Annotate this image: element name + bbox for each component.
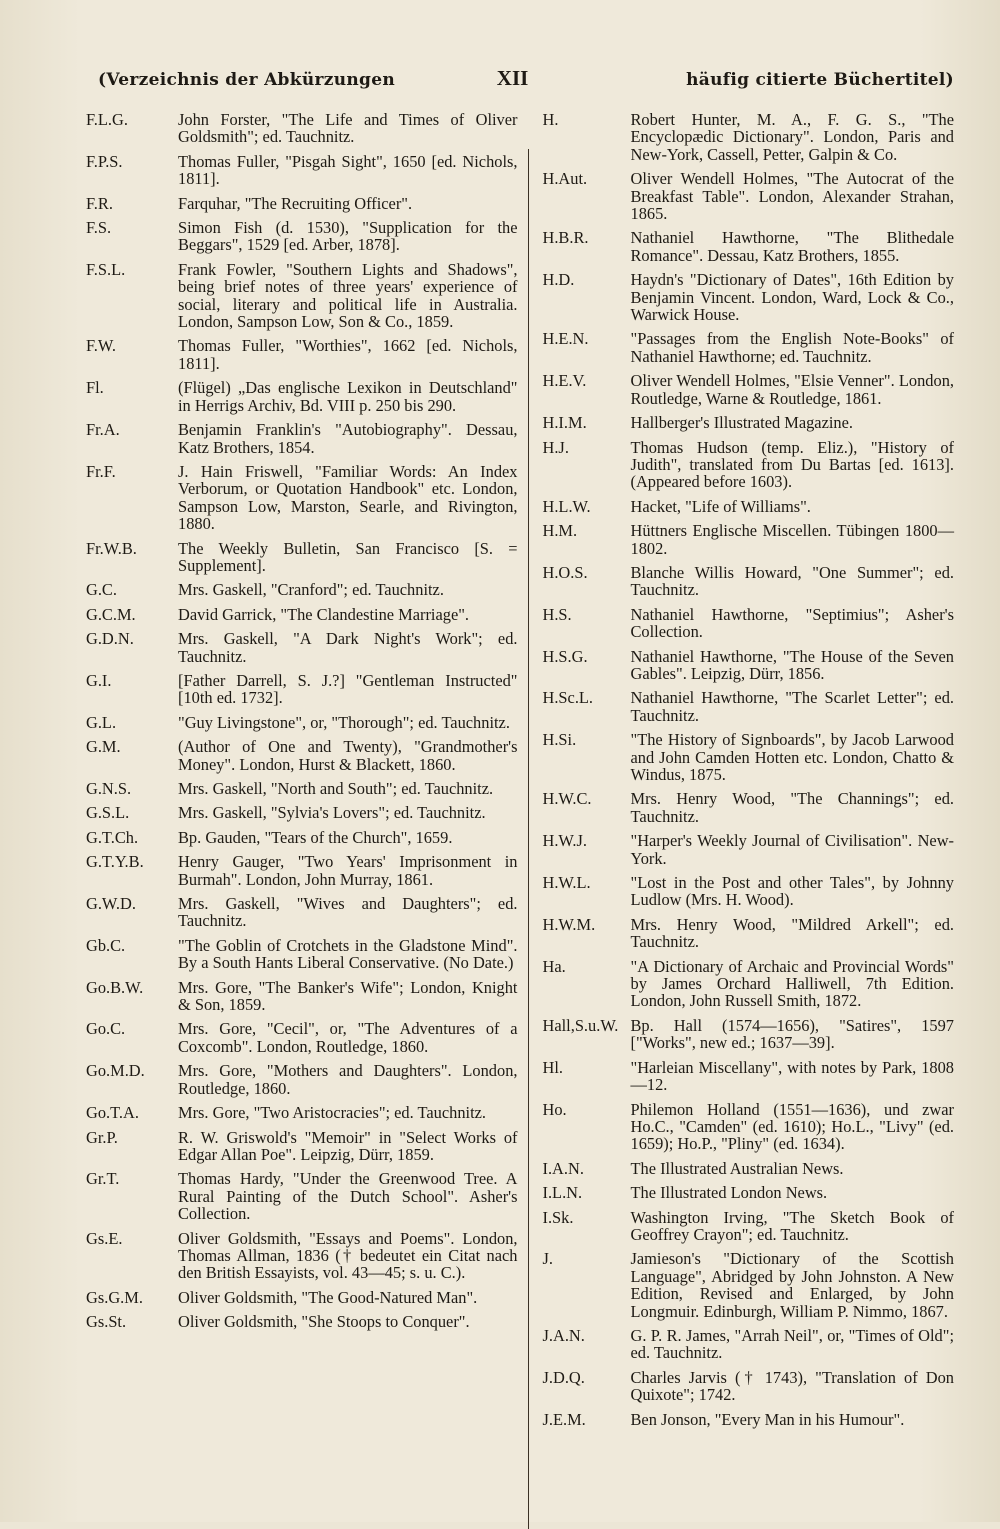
abbreviation-entry <box>86 1169 518 1224</box>
abbreviation-entry <box>86 712 518 732</box>
abbreviation-entry <box>86 420 518 457</box>
entry-text: Nathaniel Hawthorne, "Septimius"; Asher's Collection. <box>630 604 954 642</box>
entry-text: Benjamin Franklin's "Autobiography". Dessau, Katz Brothers, 1854. <box>178 420 518 457</box>
abbreviation-entry <box>86 1312 518 1332</box>
abbreviation: J.E.M. <box>542 1409 586 1429</box>
abbreviation: Fr.W.B. <box>86 538 137 558</box>
abbreviation: Fr.F. <box>86 461 116 481</box>
entry-text: Mrs. Gore, "Cecil", or, "The Adventures of a Coxcomb". London, Routledge, 1860. <box>178 1019 518 1056</box>
abbreviation: G.L. <box>86 712 117 732</box>
abbreviation: Gs.St. <box>86 1312 127 1332</box>
entry-text: G. P. R. James, "Arrah Neil", or, "Times of Old"; ed. Tauchnitz. <box>630 1325 954 1363</box>
abbreviation: H.Aut. <box>542 169 588 189</box>
abbreviation: Ho. <box>542 1099 567 1119</box>
abbreviation-entry <box>86 977 518 1015</box>
abbreviation-entry <box>86 1019 518 1056</box>
abbreviation-entry <box>86 110 518 147</box>
abbreviation-entry <box>86 193 518 213</box>
entry-text: Ben Jonson, "Every Man in his Humour". <box>630 1409 905 1429</box>
abbreviation: G.W.D. <box>86 894 136 914</box>
entry-text: "A Dictionary of Archaic and Provincial Words" by James Orchard Halliwell, 7th Edition. London, John Russell Smith, 1872. <box>630 956 954 1011</box>
abbreviation: H.L.W. <box>542 496 591 516</box>
entry-text: Thomas Fuller, "Worthies", 1662 [ed. Nichols, 1811]. <box>178 336 518 373</box>
entry-text: J. Hain Friswell, "Familiar Words: An Index Verborum, or Quotation Handbook" etc. London, Sampson Low, Marston, Searle, and Rivington, 1880. <box>178 461 518 534</box>
entry-text: Nathaniel Hawthorne, "The Scarlet Letter"; ed. Tauchnitz. <box>630 688 954 725</box>
abbreviation: J.D.Q. <box>542 1367 585 1387</box>
entry-text: John Forster, "The Life and Times of Oliver Goldsmith"; ed. Tauchnitz. <box>178 110 518 147</box>
abbreviation-entry <box>543 1160 955 1177</box>
abbreviation: J.A.N. <box>542 1325 585 1345</box>
abbreviation-entry <box>543 1327 955 1362</box>
abbreviation: I.A.N. <box>542 1158 584 1178</box>
running-head-right: häufig citierte Büchertitel) <box>686 70 954 90</box>
entry-text: David Garrick, "The Clandestine Marriage". <box>178 604 470 624</box>
entry-text: Oliver Goldsmith, "The Good-Natured Man". <box>178 1287 478 1307</box>
abbreviation: H.S. <box>542 604 572 624</box>
abbreviation: H.E.V. <box>542 371 587 391</box>
entry-text: Mrs. Gore, "Two Aristocracies"; ed. Tauchnitz. <box>178 1103 487 1123</box>
entry-text: R. W. Griswold's "Memoir" in "Select Works of Edgar Allan Poe". Leipzig, Dürr, 1859. <box>178 1127 518 1164</box>
abbreviation: H.W.J. <box>542 831 587 851</box>
abbreviation: F.P.S. <box>86 151 123 171</box>
abbreviation: H.Sc.L. <box>542 688 594 708</box>
abbreviation-entry <box>543 874 955 909</box>
entry-text: Simon Fish (d. 1530), "Supplication for the Beggars", 1529 [ed. Arber, 1878]. <box>178 218 518 255</box>
abbreviation: H.Si. <box>542 730 577 750</box>
abbreviation: Go.B.W. <box>86 977 144 997</box>
entry-text: Mrs. Gaskell, "North and South"; ed. Tauchnitz. <box>178 779 494 798</box>
entry-text: Nathaniel Hawthorne, "The House of the Seven Gables". Leipzig, Dürr, 1856. <box>630 646 954 683</box>
abbreviation: Hl. <box>542 1057 563 1077</box>
abbreviation-entry <box>543 111 955 163</box>
abbreviation-entry <box>86 670 518 708</box>
abbreviation-entry <box>543 832 955 867</box>
abbreviation-entry <box>543 1017 955 1052</box>
abbreviation-entry <box>86 803 518 823</box>
entry-text: Mrs. Gore, "The Banker's Wife"; London, Knight & Son, 1859. <box>178 977 518 1015</box>
abbreviation-entry <box>86 629 518 666</box>
abbreviation: F.S. <box>86 218 112 238</box>
abbreviation: H.W.C. <box>542 789 592 809</box>
abbreviation: G.T.Ch. <box>86 827 139 847</box>
entry-text: "Guy Livingstone", or, "Thorough"; ed. Tauchnitz. <box>178 712 510 732</box>
abbreviation-entry <box>543 916 955 951</box>
abbreviation: Gr.P. <box>86 1127 118 1147</box>
abbreviation: F.W. <box>86 336 116 356</box>
abbreviation-entry <box>543 1101 955 1153</box>
abbreviation-entry <box>86 1061 518 1098</box>
abbreviation-entry <box>543 1250 955 1320</box>
abbreviation: I.L.N. <box>542 1183 583 1203</box>
entry-text: "Passages from the English Note-Books" of Nathaniel Hawthorne; ed. Tauchnitz. <box>630 329 954 366</box>
entry-text: "Lost in the Post and other Tales", by Johnny Ludlow (Mrs. H. Wood). <box>630 873 954 910</box>
abbreviation-entry <box>543 1184 955 1201</box>
entry-text: Oliver Wendell Holmes, "The Autocrat of the Breakfast Table". London, Alexander Strahan, 1865. <box>630 169 954 224</box>
abbreviation-entry <box>543 522 955 557</box>
abbreviation-entry <box>543 564 955 599</box>
abbreviation: Fl. <box>86 378 104 398</box>
entry-text: Bp. Hall (1574—1656), "Satires", 1597 ["Works", new ed.; 1637—39]. <box>630 1015 954 1053</box>
abbreviation-entry <box>543 648 955 683</box>
abbreviation: Fr.A. <box>86 420 120 440</box>
entry-text: The Illustrated London News. <box>630 1183 828 1203</box>
abbreviation-entry <box>543 330 955 365</box>
entry-text: Washington Irving, "The Sketch Book of Geoffrey Crayon"; ed. Tauchnitz. <box>630 1207 954 1244</box>
entry-text: "Harper's Weekly Journal of Civilisation". New-York. <box>630 831 954 868</box>
abbreviation-entry <box>86 1287 518 1307</box>
entry-text: Philemon Holland (1551—1636), und zwar Ho.C., "Camden" (ed. 1610); Ho.L., "Livy" (ed. 1659); Ho.P., "Pliny" (ed. 1634). <box>630 1099 954 1154</box>
abbreviation: Gs.G.M. <box>86 1287 143 1307</box>
abbreviation: H.I.M. <box>542 413 587 433</box>
abbreviation: Hall,S.u.W. <box>542 1015 619 1035</box>
abbreviation: Ha. <box>542 956 566 976</box>
entry-text: Hüttners Englische Miscellen. Tübingen 1800—1802. <box>630 521 954 558</box>
abbreviation-entry <box>86 737 518 774</box>
entry-text: Oliver Goldsmith, "She Stoops to Conquer". <box>178 1312 470 1332</box>
abbreviation-entry <box>86 580 518 600</box>
entry-text: Mrs. Gaskell, "Wives and Daughters"; ed. Tauchnitz. <box>178 894 518 931</box>
abbreviation: H.B.R. <box>542 228 589 248</box>
entry-text: "Harleian Miscellany", with notes by Park, 1808—12. <box>630 1057 954 1095</box>
entry-text: Hallberger's Illustrated Magazine. <box>630 413 853 433</box>
abbreviation: G.N.S. <box>86 779 132 798</box>
abbreviation: Gb.C. <box>86 935 126 955</box>
abbreviation-entry <box>543 170 955 222</box>
entry-text: Thomas Hardy, "Under the Greenwood Tree. A Rural Painting of the Dutch School". Asher's Collection. <box>178 1169 518 1224</box>
entry-text: The Illustrated Australian News. <box>630 1158 844 1178</box>
entry-text: Oliver Wendell Holmes, "Elsie Venner". London, Routledge, Warne & Routledge, 1861. <box>630 371 954 408</box>
abbreviation: H.D. <box>542 270 575 290</box>
abbreviation: G.C.M. <box>86 604 136 624</box>
entry-text: (Author of One and Twenty), "Grandmother's Money". London, Hurst & Blackett, 1860. <box>178 737 518 774</box>
abbreviation-entry <box>86 151 518 189</box>
abbreviation-entry <box>86 1127 518 1164</box>
abbreviation-entry <box>543 414 955 431</box>
abbreviation: Go.C. <box>86 1019 126 1039</box>
entry-text: Mrs. Gaskell, "A Dark Night's Work"; ed. Tauchnitz. <box>178 629 518 666</box>
abbreviation: Gr.T. <box>86 1169 120 1189</box>
entry-text: Mrs. Gaskell, "Sylvia's Lovers"; ed. Tauchnitz. <box>178 803 486 823</box>
abbreviation-entry <box>543 1209 955 1244</box>
abbreviation: F.R. <box>86 193 113 213</box>
entry-text: Frank Fowler, "Southern Lights and Shadows", being brief notes of three years' experience of social, literary and political life in Australia. London, Sampson Low, Son & Co., 1859. <box>178 259 518 332</box>
abbreviation-entry <box>86 538 518 575</box>
entry-text: Mrs. Gore, "Mothers and Daughters". London, Routledge, 1860. <box>178 1061 518 1098</box>
abbreviation-entry <box>86 604 518 624</box>
entry-text: Bp. Gauden, "Tears of the Church", 1659. <box>178 827 453 847</box>
abbreviation-entry <box>86 894 518 931</box>
abbreviation-entry <box>543 731 955 783</box>
entry-text: [Father Darrell, S. J.?] "Gentleman Instructed" [10th ed. 1732]. <box>178 670 518 708</box>
abbreviation: H.W.L. <box>542 873 591 893</box>
abbreviation-entry <box>543 1369 955 1404</box>
abbreviation: I.Sk. <box>542 1207 574 1227</box>
running-head <box>98 66 954 91</box>
entry-text: Mrs. Henry Wood, "Mildred Arkell"; ed. Tauchnitz. <box>630 914 954 952</box>
abbreviation: H.S.G. <box>542 646 588 666</box>
right-column <box>529 111 955 1529</box>
left-column <box>86 110 528 1529</box>
entry-text: Robert Hunter, M. A., F. G. S., "The Encyclopædic Dictionary". London, Paris and New-York, Cassell, Petter, Galpin & Co. <box>630 110 954 164</box>
entry-text: Hacket, "Life of Williams". <box>630 496 811 516</box>
abbreviation: Go.M.D. <box>86 1061 145 1081</box>
entry-text: Blanche Willis Howard, "One Summer"; ed. Tauchnitz. <box>630 562 954 600</box>
abbreviation-entry <box>543 498 955 515</box>
abbreviation: H.O.S. <box>542 562 588 582</box>
entry-text: Jamieson's "Dictionary of the Scottish Language", Abridged by John Johnston. A New Edition, Revised and Enlarged, by John Longmuir. Edinburgh, William P. Nimmo, 1867. <box>630 1249 954 1321</box>
abbreviation: Gs.E. <box>86 1228 123 1248</box>
abbreviation: H.W.M. <box>542 914 596 934</box>
abbreviation-entry <box>86 461 518 534</box>
abbreviation-entry <box>86 218 518 255</box>
abbreviation-entry <box>86 259 518 332</box>
entry-text: Nathaniel Hawthorne, "The Blithedale Romance". Dessau, Katz Brothers, 1855. <box>630 228 954 265</box>
abbreviation-entry <box>86 1228 518 1283</box>
abbreviation-entry <box>543 606 955 641</box>
abbreviation-entry <box>86 852 518 889</box>
abbreviation-entry <box>543 372 955 407</box>
abbreviation-entry <box>543 1059 955 1094</box>
abbreviation: G.M. <box>86 737 121 757</box>
abbreviation: J. <box>542 1249 553 1269</box>
abbreviation-entry <box>543 229 955 264</box>
abbreviation: Go.T.A. <box>86 1103 139 1123</box>
abbreviation: G.I. <box>86 670 112 690</box>
abbreviation: H.M. <box>542 521 578 541</box>
abbreviation-entry <box>543 790 955 825</box>
abbreviation: G.D.N. <box>86 629 134 649</box>
entry-text: Haydn's "Dictionary of Dates", 16th Edition by Benjamin Vincent. London, Ward, Lock & Co., Warwick House. <box>630 270 954 325</box>
entry-text: (Flügel) „Das englische Lexikon in Deutschland" in Herrigs Archiv, Bd. VIII p. 250 bis 290. <box>178 378 518 415</box>
page-number: XII <box>496 66 529 90</box>
abbreviation-entry <box>86 378 518 415</box>
abbreviation: H.J. <box>542 437 569 457</box>
entry-text: Farquhar, "The Recruiting Officer". <box>178 193 413 213</box>
abbreviation: H.E.N. <box>542 329 589 349</box>
abbreviation-entry <box>86 827 518 847</box>
abbreviation-entry <box>543 271 955 323</box>
entry-text: Mrs. Gaskell, "Cranford"; ed. Tauchnitz. <box>178 580 444 600</box>
abbreviation-entry <box>543 689 955 724</box>
abbreviation-entry <box>86 1103 518 1123</box>
entry-text: Charles Jarvis († 1743), "Translation of Don Quixote"; 1742. <box>630 1367 954 1405</box>
abbreviation-entry <box>86 935 518 973</box>
abbreviation: H. <box>542 110 559 129</box>
abbreviation: G.S.L. <box>86 803 130 823</box>
abbreviation-entry <box>543 958 955 1010</box>
entry-text: Thomas Hudson (temp. Eliz.), "History of Judith", translated from Du Bartas [ed. 1613]. (Appeared before 1603). <box>630 437 954 492</box>
entry-text: "The History of Signboards", by Jacob Larwood and John Camden Hotten etc. London, Chatto & Windus, 1875. <box>630 730 954 784</box>
abbreviation: G.C. <box>86 580 117 600</box>
abbreviation: F.L.G. <box>86 110 128 129</box>
abbreviation: G.T.Y.B. <box>86 852 144 872</box>
entry-text: "The Goblin of Crotchets in the Gladstone Mind". By a South Hants Liberal Conservative. (No Date.) <box>178 935 518 973</box>
two-column-body <box>86 110 954 1529</box>
abbreviation-entry <box>543 1411 955 1428</box>
abbreviation: F.S.L. <box>86 259 126 279</box>
entry-text: Mrs. Henry Wood, "The Channings"; ed. Tauchnitz. <box>630 789 954 826</box>
entry-text: Thomas Fuller, "Pisgah Sight", 1650 [ed. Nichols, 1811]. <box>178 151 518 189</box>
running-head-left: (Verzeichnis der Abkürzungen <box>98 70 395 90</box>
abbreviation-entry <box>543 439 955 491</box>
entry-text: Oliver Goldsmith, "Essays and Poems". London, Thomas Allman, 1836 († bedeutet ein Citat nach den British Essayists, vol. 43—45; s. u. C.). <box>178 1228 518 1283</box>
entry-text: Henry Gauger, "Two Years' Imprisonment in Burmah". London, John Murray, 1861. <box>178 852 518 889</box>
abbreviation-entry <box>86 779 518 798</box>
entry-text: The Weekly Bulletin, San Francisco [S. = Supplement]. <box>178 538 518 575</box>
abbreviation-entry <box>86 336 518 373</box>
